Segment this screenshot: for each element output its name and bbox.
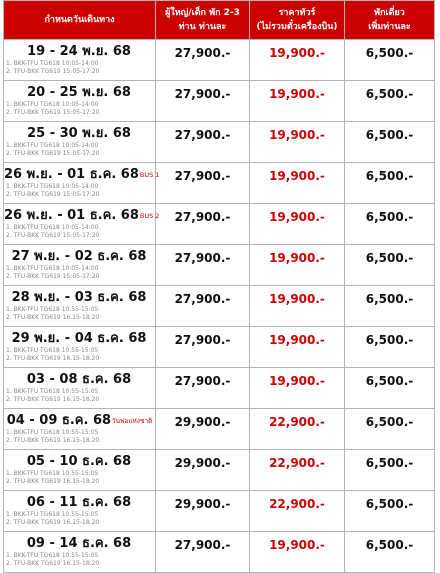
- single-supplement: 6,500.-: [365, 456, 414, 470]
- flight-outbound: 1. BKK-TFU TG618 10.55-15:05: [6, 306, 99, 313]
- header-tour-price-line2: (ไม่รวมตั๋วเครื่องบิน): [256, 22, 338, 32]
- tour-price-cell: [250, 409, 345, 450]
- adult-price-cell: [156, 327, 250, 368]
- flight-outbound: 1. BKK-TFU TG618 10.55-15:05: [6, 552, 99, 559]
- travel-dates-text: 19 - 24 พ.ย. 68: [27, 44, 131, 59]
- travel-date-cell: [4, 204, 160, 245]
- tour-price: 19,900.-: [269, 538, 325, 552]
- tour-price: 19,900.-: [269, 210, 325, 224]
- table-row: [4, 204, 435, 245]
- flight-outbound: 1. BKK-TFU TG618 10:05-14:00: [6, 183, 99, 190]
- tour-price-cell: [250, 491, 345, 532]
- travel-dates: [4, 495, 155, 511]
- table-row: [4, 245, 435, 286]
- date-tag: BUS 2: [139, 212, 160, 220]
- tour-price-cell: [250, 204, 345, 245]
- table-row: [4, 409, 435, 450]
- adult-price: 27,900.-: [174, 210, 231, 224]
- flight-outbound: 1. BKK-TFU TG618 10:05-14:00: [6, 224, 99, 231]
- single-supplement: 6,500.-: [365, 169, 414, 183]
- travel-date-cell: [4, 245, 156, 286]
- tour-price: 19,900.-: [269, 374, 325, 388]
- header-adult-price-line2: ท่าน ท่านละ: [178, 22, 227, 32]
- flight-outbound: 1. BKK-TFU TG618 10:05-14:00: [6, 101, 99, 108]
- tour-price: 22,900.-: [269, 456, 325, 470]
- adult-price-cell: [156, 245, 250, 286]
- single-supplement: 6,500.-: [365, 251, 414, 265]
- flight-outbound: 1. BKK-TFU TG618 10:05-14:00: [6, 265, 99, 272]
- travel-dates: [4, 208, 160, 224]
- travel-dates: [4, 372, 155, 388]
- adult-price-cell: [156, 368, 250, 409]
- table-row: [4, 327, 435, 368]
- tour-price-cell: [250, 122, 345, 163]
- adult-price-cell: [156, 163, 250, 204]
- travel-dates-text: 29 พ.ย. - 04 ธ.ค. 68: [11, 331, 147, 346]
- flight-return: 2. TFU-BKK TG619 15:05-17:20: [6, 191, 100, 198]
- adult-price: 27,900.-: [174, 538, 231, 552]
- adult-price: 29,900.-: [174, 415, 231, 429]
- single-supplement: 6,500.-: [365, 374, 414, 388]
- adult-price: 27,900.-: [174, 292, 231, 306]
- adult-price: 27,900.-: [174, 374, 231, 388]
- table-row: [4, 532, 435, 573]
- single-supplement: 6,500.-: [365, 292, 414, 306]
- flight-outbound: 1. BKK-TFU TG618 10.55-15:05: [6, 388, 99, 395]
- table-row: [4, 40, 435, 81]
- table-row: [4, 122, 435, 163]
- single-supplement: 6,500.-: [365, 128, 414, 142]
- single-supplement-cell: [345, 532, 435, 573]
- adult-price: 27,900.-: [174, 333, 231, 347]
- flight-outbound: 1. BKK-TFU TG618 10.55-15:05: [6, 347, 99, 354]
- header-adult-price: [156, 1, 250, 40]
- travel-date-cell: [4, 327, 156, 368]
- single-supplement: 6,500.-: [365, 415, 414, 429]
- travel-date-cell: [4, 81, 156, 122]
- adult-price: 27,900.-: [174, 251, 231, 265]
- tour-price: 19,900.-: [269, 87, 325, 101]
- header-single-supplement: [345, 1, 435, 40]
- travel-dates-text: 20 - 25 พ.ย. 68: [27, 85, 131, 100]
- flight-return: 2. TFU-BKK TG619 15:05-17:20: [6, 68, 100, 75]
- single-supplement-cell: [345, 163, 435, 204]
- header-tour-price: [250, 1, 345, 40]
- table-header-row: [4, 1, 435, 40]
- adult-price-cell: [156, 491, 250, 532]
- tour-price-cell: [250, 81, 345, 122]
- travel-dates: [4, 454, 155, 470]
- tour-price: 19,900.-: [269, 46, 325, 60]
- travel-date-cell: [4, 409, 156, 450]
- travel-dates-text: 28 พ.ย. - 03 ธ.ค. 68: [11, 290, 147, 305]
- travel-dates: [4, 413, 155, 429]
- flight-return: 2. TFU-BKK TG619 16.15-18.20: [6, 437, 100, 444]
- header-travel-dates: [4, 1, 156, 40]
- single-supplement-cell: [345, 327, 435, 368]
- travel-date-cell: [4, 450, 156, 491]
- single-supplement-cell: [345, 491, 435, 532]
- adult-price: 27,900.-: [174, 128, 231, 142]
- single-supplement-cell: [345, 368, 435, 409]
- flight-outbound: 1. BKK-TFU TG618 10.55-15:05: [6, 511, 99, 518]
- travel-dates: [4, 126, 155, 142]
- tour-price-cell: [250, 286, 345, 327]
- travel-dates-text: 06 - 11 ธ.ค. 68: [26, 495, 132, 510]
- single-supplement-cell: [345, 450, 435, 491]
- single-supplement: 6,500.-: [365, 210, 414, 224]
- flight-return: 2. TFU-BKK TG619 16.15-18.20: [6, 396, 100, 403]
- travel-dates-text: 26 พ.ย. - 01 ธ.ค. 68: [4, 167, 139, 182]
- header-travel-dates-label: กำหนดวันเดินทาง: [44, 15, 115, 25]
- flight-return: 2. TFU-BKK TG619 15:05-17:20: [6, 150, 100, 157]
- single-supplement: 6,500.-: [365, 538, 414, 552]
- adult-price: 27,900.-: [174, 87, 231, 101]
- single-supplement: 6,500.-: [365, 87, 414, 101]
- adult-price-cell: [156, 409, 250, 450]
- tour-price-cell: [250, 245, 345, 286]
- flight-return: 2. TFU-BKK TG619 15:05-17:20: [6, 273, 100, 280]
- tour-price-cell: [250, 40, 345, 81]
- flight-return: 2. TFU-BKK TG619 15:05-17:20: [6, 232, 100, 239]
- flight-outbound: 1. BKK-TFU TG618 10:05-14:00: [6, 142, 99, 149]
- single-supplement-cell: [345, 245, 435, 286]
- adult-price-cell: [156, 204, 250, 245]
- travel-dates: [4, 44, 155, 60]
- travel-dates: [4, 536, 155, 552]
- single-supplement-cell: [345, 122, 435, 163]
- price-table: [3, 0, 435, 573]
- adult-price-cell: [156, 286, 250, 327]
- adult-price-cell: [156, 81, 250, 122]
- travel-date-cell: [4, 286, 156, 327]
- single-supplement-cell: [345, 40, 435, 81]
- table-row: [4, 286, 435, 327]
- travel-date-cell: [4, 368, 156, 409]
- tour-price: 19,900.-: [269, 292, 325, 306]
- adult-price: 27,900.-: [174, 46, 231, 60]
- adult-price-cell: [156, 40, 250, 81]
- travel-dates-text: 05 - 10 ธ.ค. 68: [26, 454, 132, 469]
- single-supplement: 6,500.-: [365, 333, 414, 347]
- single-supplement-cell: [345, 286, 435, 327]
- header-single-line2: เพิ่มท่านละ: [368, 22, 411, 32]
- table-row: [4, 163, 435, 204]
- header-single-line1: พักเดี่ยว: [374, 8, 405, 18]
- travel-dates-text: 09 - 14 ธ.ค. 68: [26, 536, 132, 551]
- single-supplement: 6,500.-: [365, 46, 414, 60]
- table-row: [4, 450, 435, 491]
- single-supplement-cell: [345, 204, 435, 245]
- flight-return: 2. TFU-BKK TG619 16.15-18.20: [6, 355, 100, 362]
- flight-return: 2. TFU-BKK TG619 15:05-17:20: [6, 109, 100, 116]
- tour-price: 22,900.-: [269, 415, 325, 429]
- adult-price-cell: [156, 532, 250, 573]
- flight-return: 2. TFU-BKK TG619 16.15-18.20: [6, 519, 100, 526]
- travel-dates-text: 25 - 30 พ.ย. 68: [27, 126, 131, 141]
- tour-price: 19,900.-: [269, 128, 325, 142]
- travel-dates-text: 27 พ.ย. - 02 ธ.ค. 68: [11, 249, 147, 264]
- header-adult-price-line1: ผู้ใหญ่/เด็ก พัก 2-3: [165, 8, 240, 18]
- travel-dates-text: 03 - 08 ธ.ค. 68: [26, 372, 132, 387]
- travel-dates: [4, 290, 155, 306]
- travel-dates-text: 26 พ.ย. - 01 ธ.ค. 68: [4, 208, 139, 223]
- flight-return: 2. TFU-BKK TG619 16.15-18.20: [6, 478, 100, 485]
- tour-price-cell: [250, 163, 345, 204]
- single-supplement-cell: [345, 81, 435, 122]
- header-tour-price-line1: ราคาทัวร์: [278, 8, 316, 18]
- tour-price-cell: [250, 327, 345, 368]
- adult-price: 29,900.-: [174, 456, 231, 470]
- adult-price-cell: [156, 450, 250, 491]
- travel-dates: [4, 167, 160, 183]
- tour-price-cell: [250, 368, 345, 409]
- single-supplement-cell: [345, 409, 435, 450]
- date-tag: BUS 1: [139, 171, 160, 179]
- adult-price-cell: [156, 122, 250, 163]
- tour-price-cell: [250, 532, 345, 573]
- flight-return: 2. TFU-BKK TG619 16.15-18.20: [6, 314, 100, 321]
- flight-outbound: 1. BKK-TFU TG618 10.55-15:05: [6, 429, 99, 436]
- tour-price: 22,900.-: [269, 497, 325, 511]
- travel-date-cell: [4, 532, 156, 573]
- adult-price: 27,900.-: [174, 169, 231, 183]
- tour-price: 19,900.-: [269, 251, 325, 265]
- flight-outbound: 1. BKK-TFU TG618 10.55-15:05: [6, 470, 99, 477]
- table-row: [4, 368, 435, 409]
- flight-outbound: 1. BKK-TFU TG618 10:05-14:00: [6, 60, 99, 67]
- travel-dates: [4, 331, 155, 347]
- travel-date-cell: [4, 163, 160, 204]
- tour-price-cell: [250, 450, 345, 491]
- table-row: [4, 81, 435, 122]
- travel-dates: [4, 249, 155, 265]
- flight-return: 2. TFU-BKK TG619 16.15-18.20: [6, 560, 100, 567]
- travel-dates-text: 04 - 09 ธ.ค. 68: [6, 413, 112, 428]
- travel-dates: [4, 85, 155, 101]
- date-tag: วันพ่อแห่งชาติ: [112, 417, 153, 425]
- travel-date-cell: [4, 491, 156, 532]
- tour-price: 19,900.-: [269, 169, 325, 183]
- travel-date-cell: [4, 122, 156, 163]
- travel-date-cell: [4, 40, 156, 81]
- tour-price: 19,900.-: [269, 333, 325, 347]
- adult-price: 29,900.-: [174, 497, 231, 511]
- table-row: [4, 491, 435, 532]
- single-supplement: 6,500.-: [365, 497, 414, 511]
